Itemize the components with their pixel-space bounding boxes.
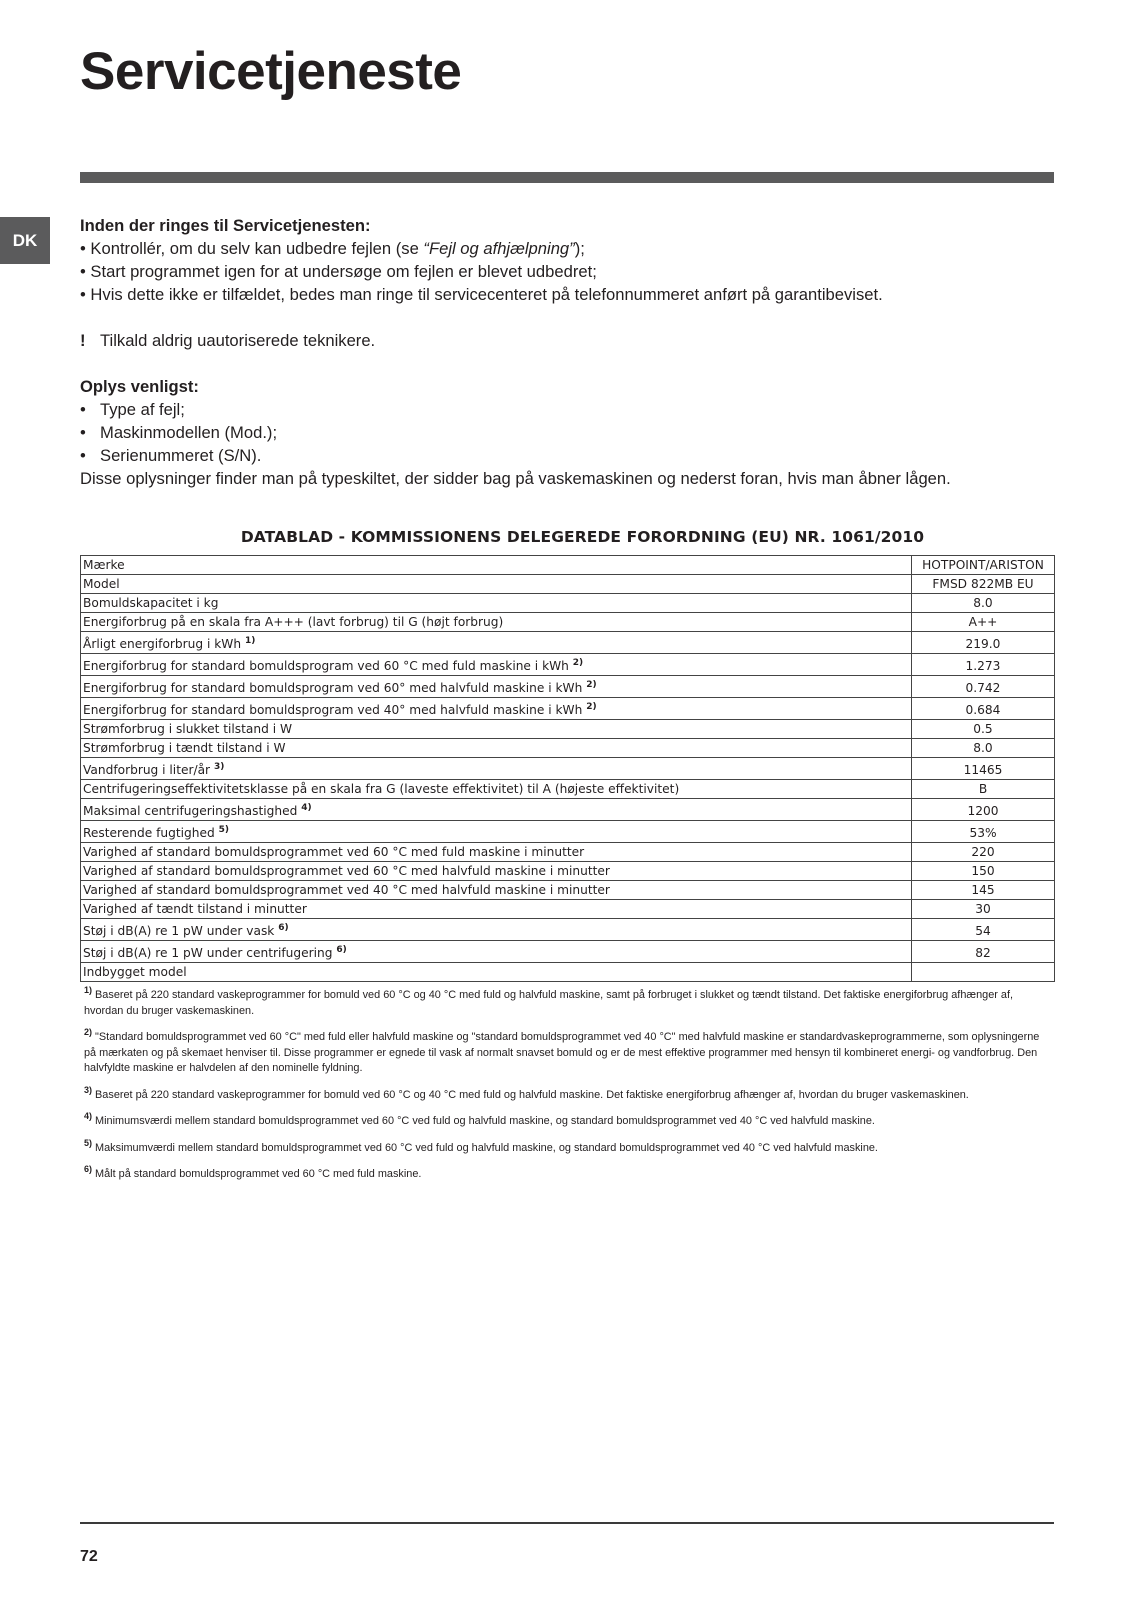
row-label: Støj i dB(A) re 1 pW under centrifugering <box>83 946 333 960</box>
row-value: 8.0 <box>912 739 1055 758</box>
footnote <box>84 1084 1044 1104</box>
row-label-cell <box>81 963 912 982</box>
row-label: Model <box>83 577 120 591</box>
row-value: 1.273 <box>912 654 1055 676</box>
row-label: Støj i dB(A) re 1 pW under vask <box>83 924 275 938</box>
row-label: Strømforbrug i tændt tilstand i W <box>83 741 286 755</box>
language-tab: DK <box>0 217 50 264</box>
row-label-cell <box>81 780 912 799</box>
row-value: 0.5 <box>912 720 1055 739</box>
table-row <box>81 941 1055 963</box>
row-label: Varighed af tændt tilstand i minutter <box>83 902 307 916</box>
table-row <box>81 821 1055 843</box>
footnote-marker: 4) <box>301 803 312 813</box>
footnote-text: "Standard bomuldsprogrammet ved 60 °C" med fuld eller halvfuld maskine og "standard bomuldsprogrammet ved 40 °C" med halvfuld maskine er standardvaskeprogrammerne, som oplysningerne på mærkaten og på skemaet henviser til. Disse programmer er egnede til vask af normalt snavset bomuld og er de mest effektive programmer med hensyn til kombineret energi- og vandforbrug. Den halvfyldte maskine er halvdelen af den nominelle fyldning. <box>84 1031 1040 1074</box>
footnote <box>84 985 1044 1019</box>
row-label-cell <box>81 758 912 780</box>
row-value: 150 <box>912 862 1055 881</box>
page-number: 72 <box>80 1548 98 1565</box>
row-label-cell <box>81 698 912 720</box>
row-value: 0.742 <box>912 676 1055 698</box>
row-label-cell <box>81 575 912 594</box>
footnote-marker: 5) <box>84 1137 93 1148</box>
row-value: 219.0 <box>912 632 1055 654</box>
row-value: 82 <box>912 941 1055 963</box>
datasheet <box>80 528 1055 982</box>
table-row <box>81 594 1055 613</box>
table-row <box>81 758 1055 780</box>
row-label: Energiforbrug for standard bomuldsprogram ved 60 °C med fuld maskine i kWh <box>83 659 569 673</box>
before-call-list <box>80 237 1070 306</box>
row-label-cell <box>81 862 912 881</box>
row-label-cell <box>81 556 912 575</box>
row-label-cell <box>81 821 912 843</box>
row-label: Energiforbrug på en skala fra A+++ (lavt forbrug) til G (højt forbrug) <box>83 615 504 629</box>
row-label: Centrifugeringseffektivitetsklasse på en skala fra G (laveste effektivitet) til A (højeste effektivitet) <box>83 782 680 796</box>
row-label: Strømforbrug i slukket tilstand i W <box>83 722 293 736</box>
footnote-text: Målt på standard bomuldsprogrammet ved 60 °C med fuld maskine. <box>95 1168 422 1180</box>
table-row <box>81 780 1055 799</box>
footnote-marker: 1) <box>244 636 256 646</box>
table-row <box>81 575 1055 594</box>
list-item: • Maskinmodellen (Mod.); <box>80 421 1070 444</box>
row-value: 145 <box>912 881 1055 900</box>
row-label: Energiforbrug for standard bomuldsprogram ved 60° med halvfuld maskine i kWh <box>83 681 583 695</box>
row-value: B <box>912 780 1055 799</box>
footnote <box>84 1137 1044 1157</box>
table-row <box>81 799 1055 821</box>
warning-note <box>80 329 1070 352</box>
row-label: Bomuldskapacitet i kg <box>83 596 219 610</box>
row-label-cell <box>81 843 912 862</box>
warning-text: Tilkald aldrig uautoriserede teknikere. <box>100 331 376 350</box>
footnote <box>84 1027 1044 1077</box>
list-item: • Start programmet igen for at undersøge om fejlen er blevet udbedret; <box>80 260 1070 283</box>
row-label-cell <box>81 941 912 963</box>
item-text: ); <box>574 239 585 258</box>
row-value: A++ <box>912 613 1055 632</box>
list-item: • Hvis dette ikke er tilfældet, bedes man ringe til servicecenteret på telefonnummeret anført på garantibeviset. <box>80 283 1070 306</box>
footnote-marker: 6) <box>84 1164 93 1174</box>
table-row <box>81 739 1055 758</box>
footnotes <box>84 985 1044 1194</box>
datasheet-title: DATABLAD - KOMMISSIONENS DELEGEREDE FORORDNING (EU) NR. 1061/2010 <box>240 528 925 546</box>
table-row <box>81 720 1055 739</box>
table-row <box>81 632 1055 654</box>
footnote-marker: 2) <box>572 658 584 668</box>
item-text: Kontrollér, om du selv kan udbedre fejlen (se <box>90 239 424 258</box>
page-title: Servicetjeneste <box>80 42 462 101</box>
table-row <box>81 556 1055 575</box>
footnote-text: Minimumsværdi mellem standard bomuldsprogrammet ved 60 °C ved fuld og halvfuld maskine, og standard bomuldsprogrammet ved 40 °C ved halvfuld maskine. <box>95 1115 875 1127</box>
table-row <box>81 676 1055 698</box>
row-label-cell <box>81 720 912 739</box>
row-label: Resterende fugtighed <box>83 826 215 840</box>
table-row <box>81 919 1055 941</box>
table-row <box>81 862 1055 881</box>
table-row <box>81 963 1055 982</box>
footnote-marker: 1) <box>84 985 93 995</box>
row-value: 0.684 <box>912 698 1055 720</box>
list-item: • Type af fejl; <box>80 398 1070 421</box>
footnote-text: Baseret på 220 standard vaskeprogrammer for bomuld ved 60 °C og 40 °C med fuld og halvfuld maskine. Det faktiske energiforbrug afhænger af, hvordan du bruger vaskemaskinen. <box>95 1088 969 1101</box>
footnote-marker: 6) <box>336 945 347 955</box>
table-row <box>81 843 1055 862</box>
row-label-cell <box>81 919 912 941</box>
footnote-marker: 3) <box>84 1084 93 1095</box>
row-label: Mærke <box>83 558 125 572</box>
footnote-marker: 2) <box>586 702 597 712</box>
list-item <box>80 237 1070 260</box>
row-label: Varighed af standard bomuldsprogrammet ved 60 °C med halvfuld maskine i minutter <box>83 864 610 878</box>
footnote <box>84 1164 1044 1183</box>
row-label: Energiforbrug for standard bomuldsprogram ved 40° med halvfuld maskine i kWh <box>83 703 583 717</box>
row-label-cell <box>81 594 912 613</box>
row-label: Vandforbrug i liter/år <box>83 763 211 777</box>
row-value: 8.0 <box>912 594 1055 613</box>
row-label-cell <box>81 739 912 758</box>
row-value: 53% <box>912 821 1055 843</box>
row-label: Maksimal centrifugeringshastighed <box>83 804 298 818</box>
footnote-marker: 2) <box>84 1027 93 1037</box>
row-value: 30 <box>912 900 1055 919</box>
inform-list <box>80 398 1070 467</box>
row-value: 1200 <box>912 799 1055 821</box>
cross-reference: “Fejl og afhjælpning” <box>423 239 575 258</box>
table-row <box>81 881 1055 900</box>
row-label-cell <box>81 613 912 632</box>
title-divider <box>80 172 1054 183</box>
row-value: 11465 <box>912 758 1055 780</box>
footnote <box>84 1111 1044 1130</box>
row-label-cell <box>81 799 912 821</box>
footnote-text: Maksimumværdi mellem standard bomuldsprogrammet ved 60 °C ved fuld og halvfuld maskine, og standard bomuldsprogrammet ved 40 °C ved halvfuld maskine. <box>95 1141 878 1154</box>
footnote-marker: 2) <box>586 680 597 690</box>
table-row <box>81 613 1055 632</box>
row-label: Varighed af standard bomuldsprogrammet ved 60 °C med fuld maskine i minutter <box>83 845 585 859</box>
footnote-text: Baseret på 220 standard vaskeprogrammer for bomuld ved 60 °C og 40 °C med fuld og halvfuld maskine, samt på forbruget i slukket og tændt tilstand. Det faktiske energiforbrug afhænger af, hvordan du bruger vaskemaskinen. <box>84 989 1014 1017</box>
row-value: HOTPOINT/ARISTON <box>912 556 1055 575</box>
row-label-cell <box>81 654 912 676</box>
warning-icon: ! <box>80 331 86 350</box>
footer-divider <box>80 1522 1054 1524</box>
row-label: Årligt energiforbrug i kWh <box>83 637 242 651</box>
inform-heading: Oplys venligst: <box>80 377 199 396</box>
table-row <box>81 900 1055 919</box>
row-label: Indbygget model <box>83 965 187 979</box>
row-label: Varighed af standard bomuldsprogrammet ved 40 °C med halvfuld maskine i minutter <box>83 883 610 897</box>
row-label-cell <box>81 632 912 654</box>
row-value: 220 <box>912 843 1055 862</box>
row-value: FMSD 822MB EU <box>912 575 1055 594</box>
row-value <box>912 963 1055 982</box>
inform-closing: Disse oplysninger finder man på typeskiltet, der sidder bag på vaskemaskinen og nederst foran, hvis man åbner lågen. <box>80 469 951 488</box>
row-label-cell <box>81 900 912 919</box>
footnote-marker: 6) <box>278 923 289 933</box>
footnote-marker: 3) <box>213 762 225 772</box>
row-value: 54 <box>912 919 1055 941</box>
table-row <box>81 698 1055 720</box>
row-label-cell <box>81 881 912 900</box>
service-instructions <box>80 214 1070 490</box>
table-row <box>81 654 1055 676</box>
list-item: • Serienummeret (S/N). <box>80 444 1070 467</box>
footnote-marker: 5) <box>218 825 229 835</box>
before-call-heading: Inden der ringes til Servicetjenesten: <box>80 216 371 235</box>
datasheet-table <box>80 555 1055 982</box>
footnote-marker: 4) <box>84 1111 93 1121</box>
row-label-cell <box>81 676 912 698</box>
